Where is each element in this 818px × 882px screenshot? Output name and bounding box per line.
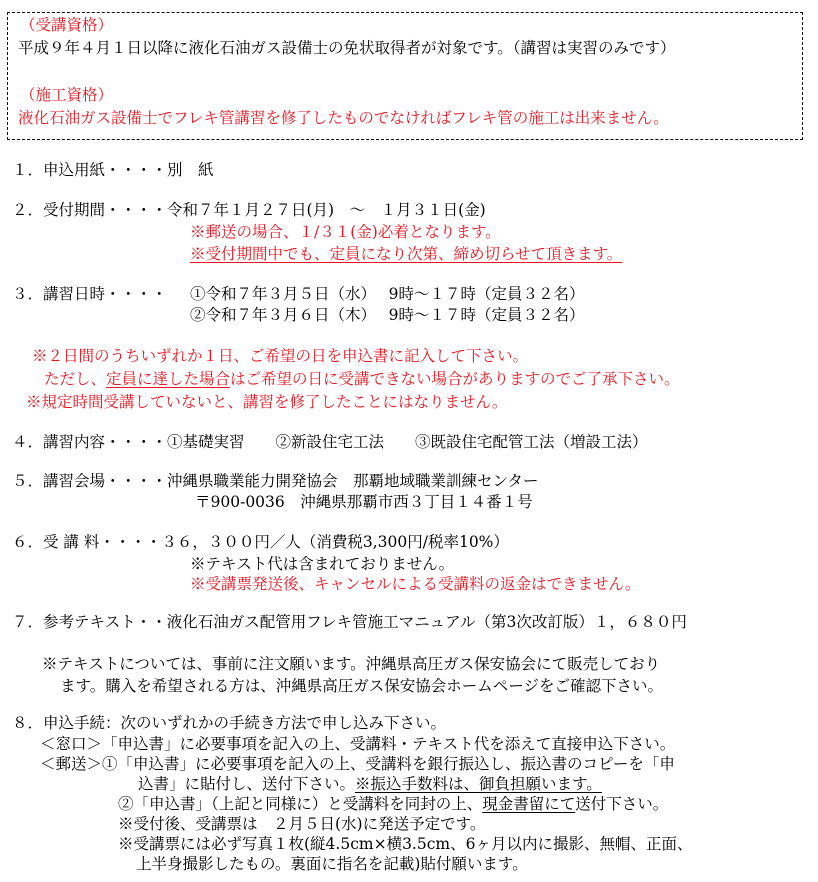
item-course-content: ４．講習内容・・・・①基礎実習 ②新設住宅工法 ③既設住宅配管工法（増設工法） (12, 433, 648, 451)
construction-qualification-text: 液化石油ガス設備士でフレキ管講習を修了したものでなければフレキ管の施工は出来ません。 (18, 109, 669, 127)
reference-note-line2: ます。購入を希望される方は、沖縄県高圧ガス保安協会ホームページをご確認下さい。 (60, 677, 663, 695)
procedure-mail-1-line1: ＜郵送＞①「申込書」に必要事項を記入の上、受講料を銀行振込し、振込書のコピーを「申 (40, 755, 675, 773)
item-reception-period: ２．受付期間・・・・令和７年１月２７日(月) ～ １月３１日(金) (12, 201, 486, 219)
schedule-date-1: ①令和７年３月５日（水） 9時～１７時（定員３２名） (190, 285, 585, 303)
item-schedule-label: ３．講習日時・・・・ (12, 285, 168, 303)
item-fee: ６．受 講 料・・・・３６，３００円／人（消費税3,300円/税率10%） (12, 533, 509, 551)
procedure-note-photo-line2: 上半身撮影したもの。裏面に指名を記載)貼付願います。 (136, 855, 528, 873)
item-venue: ５．講習会場・・・・沖縄県職業能力開発協会 那覇地域職業訓練センター (12, 472, 539, 490)
schedule-note-capacity: ただし、定員に達した場合はご希望の日に受講できない場合がありますのでご了承下さい。 (44, 370, 680, 388)
procedure-window: ＜窓口＞「申込書」に必要事項を記入の上、受講料・テキスト代を添えて直接申込下さい。 (40, 735, 676, 753)
item-application-procedure: ８．申込手続：次のいずれかの手続き方法で申し込み下さい。 (12, 714, 447, 732)
item-application-form: １．申込用紙・・・・別 紙 (12, 161, 214, 179)
schedule-note-attendance: ※規定時間受講していないと、講習を修了したことにはなりません。 (26, 393, 508, 411)
reference-note-line1: ※テキストについては、事前に注文願います。沖縄県高圧ガス保安協会にて販売しており (42, 655, 661, 673)
procedure-note-ticket: ※受付後、受講票は ２月５日(水)に発送予定です。 (118, 815, 486, 833)
procedure-note-photo-line1: ※受講票には必ず写真１枚(縦4.5cm×横3.5cm、6ヶ月以内に撮影、無帽、正面、 (118, 835, 693, 853)
fee-note-no-refund: ※受講票発送後、キャンセルによる受講料の返金はできません。 (190, 575, 641, 593)
procedure-mail-2: ②「申込書」（上記と同様に）と受講料を同封の上、現金書留にて送付下さい。 (118, 795, 669, 813)
fee-note-text-excluded: ※テキスト代は含まれておりません。 (190, 555, 455, 573)
venue-address: 〒900-0036 沖縄県那覇市西３丁目１４番１号 (195, 493, 533, 511)
schedule-date-2: ②令和７年３月６日（木） 9時～１７時（定員３２名） (190, 306, 585, 324)
reception-note-capacity: ※受付期間中でも、定員になり次第、締め切らせて頂きます。 (190, 245, 623, 263)
schedule-note-choose-day: ※２日間のうちいずれか１日、ご希望の日を申込書に記入して下さい。 (32, 347, 529, 365)
item-reference-text: ７．参考テキスト・・液化石油ガス配管用フレキ管施工マニュアル（第3次改訂版）１，６８０円 (12, 613, 687, 631)
construction-qualification-heading: （施工資格） (20, 86, 114, 104)
qualification-heading: （受講資格） (20, 16, 114, 34)
reception-note-mail: ※郵送の場合、１/３１(金)必着となります。 (190, 223, 501, 241)
qualification-text: 平成９年４月１日以降に液化石油ガス設備士の免状取得者が対象です。（講習は実習のみです） (18, 39, 676, 57)
procedure-mail-1-line2: 込書」に貼付し、送付下さい。※振込手数料は、御負担願います。 (138, 775, 602, 793)
